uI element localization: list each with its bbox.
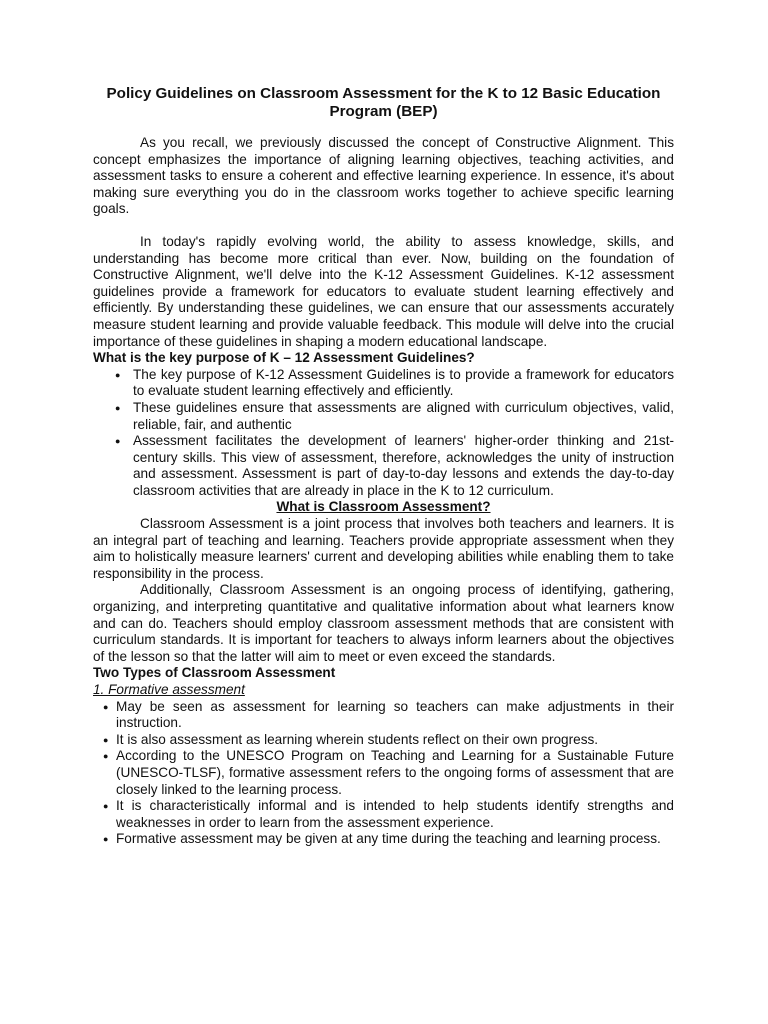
document-body [93, 85, 674, 848]
list-item: ● According to the UNESCO Program on Teaching and Learning for a Sustainable Future (UNESCO-TLSF), formative assessment refers to the ongoing forms of assessment that are closely linked to the learning process. [116, 748, 674, 798]
formative-subheading: 1. Formative assessment [93, 682, 245, 697]
purpose-heading: What is the key purpose of K – 12 Assessment Guidelines? [93, 350, 475, 366]
document-title: Policy Guidelines on Classroom Assessment for the K to 12 Basic Education Program (BEP) [106, 85, 661, 120]
list-item: ● Formative assessment may be given at any time during the teaching and learning process. [116, 831, 674, 848]
types-heading: Two Types of Classroom Assessment [93, 665, 336, 681]
list-item: ● Assessment facilitates the development of learners' higher-order thinking and 21st-century skills. This view of assessment, therefore, acknowledges the unity of instruction and assessment. Assessment is part of day-to-day lessons and extends the day-to-day classroom activities that are already in place in the K to 12 curriculum. [133, 433, 674, 499]
list-item: ● These guidelines ensure that assessments are aligned with curriculum objectives, valid, reliable, fair, and authentic [133, 400, 674, 433]
intro-paragraph-1: As you recall, we previously discussed the concept of Constructive Alignment. This concept emphasizes the importance of aligning learning objectives, teaching activities, and assessment tasks to ensure a coherent and effective learning experience. In essence, it's about making sure everything you do in the classroom works together to achieve specific learning goals. [93, 135, 674, 217]
classroom-paragraph-2: Additionally, Classroom Assessment is an ongoing process of identifying, gathering, organizing, and interpreting quantitative and qualitative information about what learners know and can do. Teachers should employ classroom assessment methods that are consistent with curriculum standards. It is important for teachers to always inform learners about the objectives of the lesson so that the latter will aim to meet or even exceed the standards. [93, 582, 674, 664]
list-item: ● It is characteristically informal and is intended to help students identify strengths and weaknesses in order to learn from the assessment experience. [116, 798, 674, 831]
classroom-assessment-heading: What is Classroom Assessment? [276, 499, 491, 515]
formative-bullet-list [93, 699, 674, 848]
list-item: ● The key purpose of K-12 Assessment Guidelines is to provide a framework for educators to evaluate student learning effectively and efficiently. [133, 367, 674, 400]
list-item: ● It is also assessment as learning wherein students reflect on their own progress. [116, 732, 674, 749]
list-item: ● May be seen as assessment for learning so teachers can make adjustments in their instruction. [116, 699, 674, 732]
purpose-bullet-list [93, 367, 674, 500]
intro-paragraph-2: In today's rapidly evolving world, the ability to assess knowledge, skills, and understanding has become more critical than ever. Now, building on the foundation of Constructive Alignment, we'll delve into the K-12 Assessment Guidelines. K-12 assessment guidelines provide a framework for educators to evaluate student learning effectively and efficiently. By understanding these guidelines, we can ensure that our assessments accurately measure student learning and provide valuable feedback. This module will delve into the crucial importance of these guidelines in shaping a modern educational landscape. [93, 233, 674, 349]
classroom-paragraph-1: Classroom Assessment is a joint process that involves both teachers and learners. It is an integral part of teaching and learning. Teachers provide appropriate assessment when they aim to holistically measure learners' current and developing abilities while enabling them to take responsibility in the process. [93, 516, 674, 581]
